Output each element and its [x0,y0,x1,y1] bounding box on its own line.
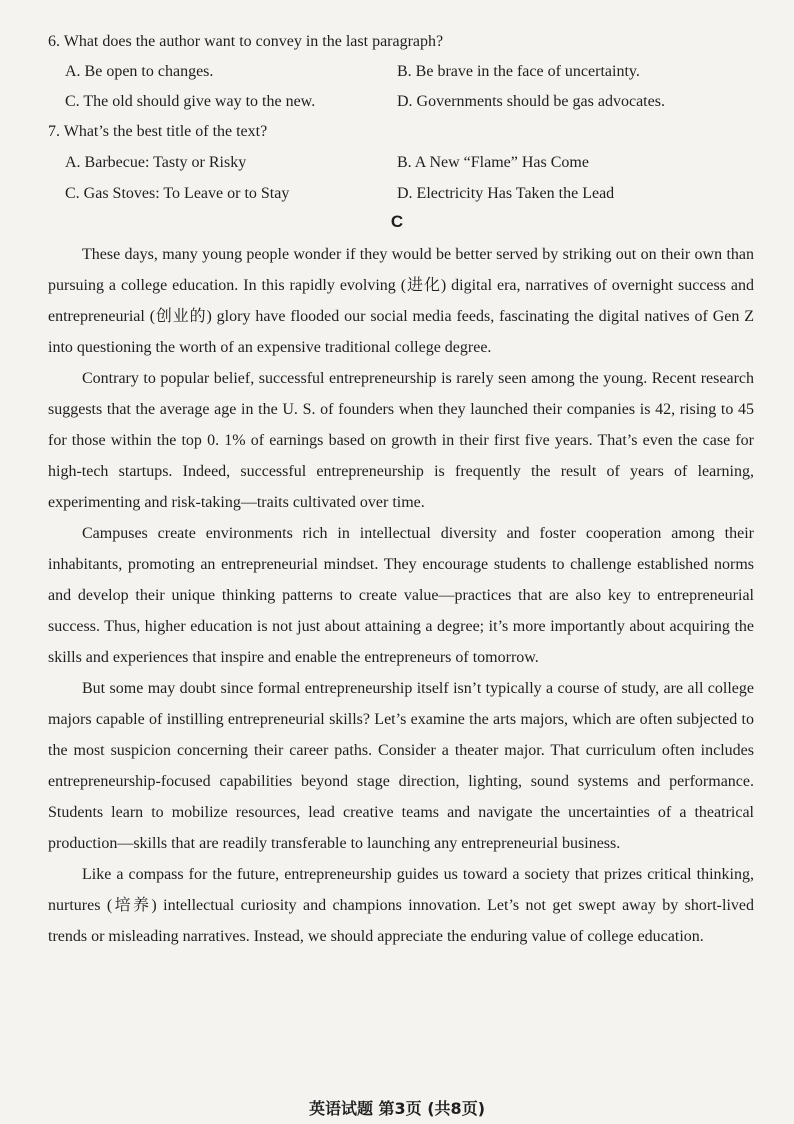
question-6-option-a: A. Be open to changes. [65,63,214,80]
section-label: C [390,212,404,231]
page-footer: 英语试题 第3页 (共8页) [308,1099,486,1118]
question-6-option-b: B. Be brave in the face of uncertainty. [397,63,640,80]
question-6-option-c: C. The old should give way to the new. [65,93,316,110]
question-7-option-d: D. Electricity Has Taken the Lead [397,185,615,202]
passage-paragraph-4: But some may doubt since formal entrepreneurship itself isn’t typically a course of study, are all college majors capable of instilling entrepreneurial skills? Let’s examine the arts majors, which are often subjected to the most suspicion concerning their career paths. Consider a theater major. That curriculum often includes entrepreneurship-focused capabilities beyond stage direction, lighting, sound systems and performance. Students learn to mobilize resources, lead creative teams and navigate the uncertainties of a theatrical production—skills that are readily transferable to launching any entrepreneurial business. [48,680,754,852]
passage-paragraph-3: Campuses create environments rich in intellectual diversity and foster cooperation among their inhabitants, promoting an entrepreneurial mindset. They encourage students to challenge established norms and develop their unique thinking patterns to create value—practices that are also key to entrepreneurial success. Thus, higher education is not just about attaining a degree; it’s more importantly about acquiring the skills and experiences that inspire and enable the entrepreneurs of tomorrow. [48,525,754,666]
question-6-stem: 6. What does the author want to convey in the last paragraph? [48,33,444,50]
question-7-option-b: B. A New “Flame” Has Come [397,154,589,171]
question-7-option-c: C. Gas Stoves: To Leave or to Stay [65,185,290,202]
question-7-option-a: A. Barbecue: Tasty or Risky [65,154,247,171]
question-7-stem: 7. What’s the best title of the text? [48,123,268,140]
passage-paragraph-1: These days, many young people wonder if they would be better served by striking out on their own than pursuing a college education. In this rapidly evolving (进化) digital era, narratives of overnight success and entrepreneurial (创业的) glory have flooded our social media feeds, fascinating the digital natives of Gen Z into questioning the worth of an expensive traditional college degree. [48,246,754,356]
reading-passage [48,239,754,952]
question-6-option-d: D. Governments should be gas advocates. [397,93,665,110]
passage-paragraph-5: Like a compass for the future, entrepreneurship guides us toward a society that prizes critical thinking, nurtures (培养) intellectual curiosity and champions innovation. Let’s not get swept away by short-lived trends or misleading narratives. Instead, we should appreciate the enduring value of college education. [48,866,754,945]
passage-paragraph-2: Contrary to popular belief, successful entrepreneurship is rarely seen among the young. Recent research suggests that the average age in the U. S. of founders when they launched their companies is 42, rising to 45 for those within the top 0. 1% of earnings based on growth in their first five years. That’s even the case for high-tech startups. Indeed, successful entrepreneurship is frequently the result of years of learning, experimenting and risk-taking—traits cultivated over time. [48,370,754,511]
